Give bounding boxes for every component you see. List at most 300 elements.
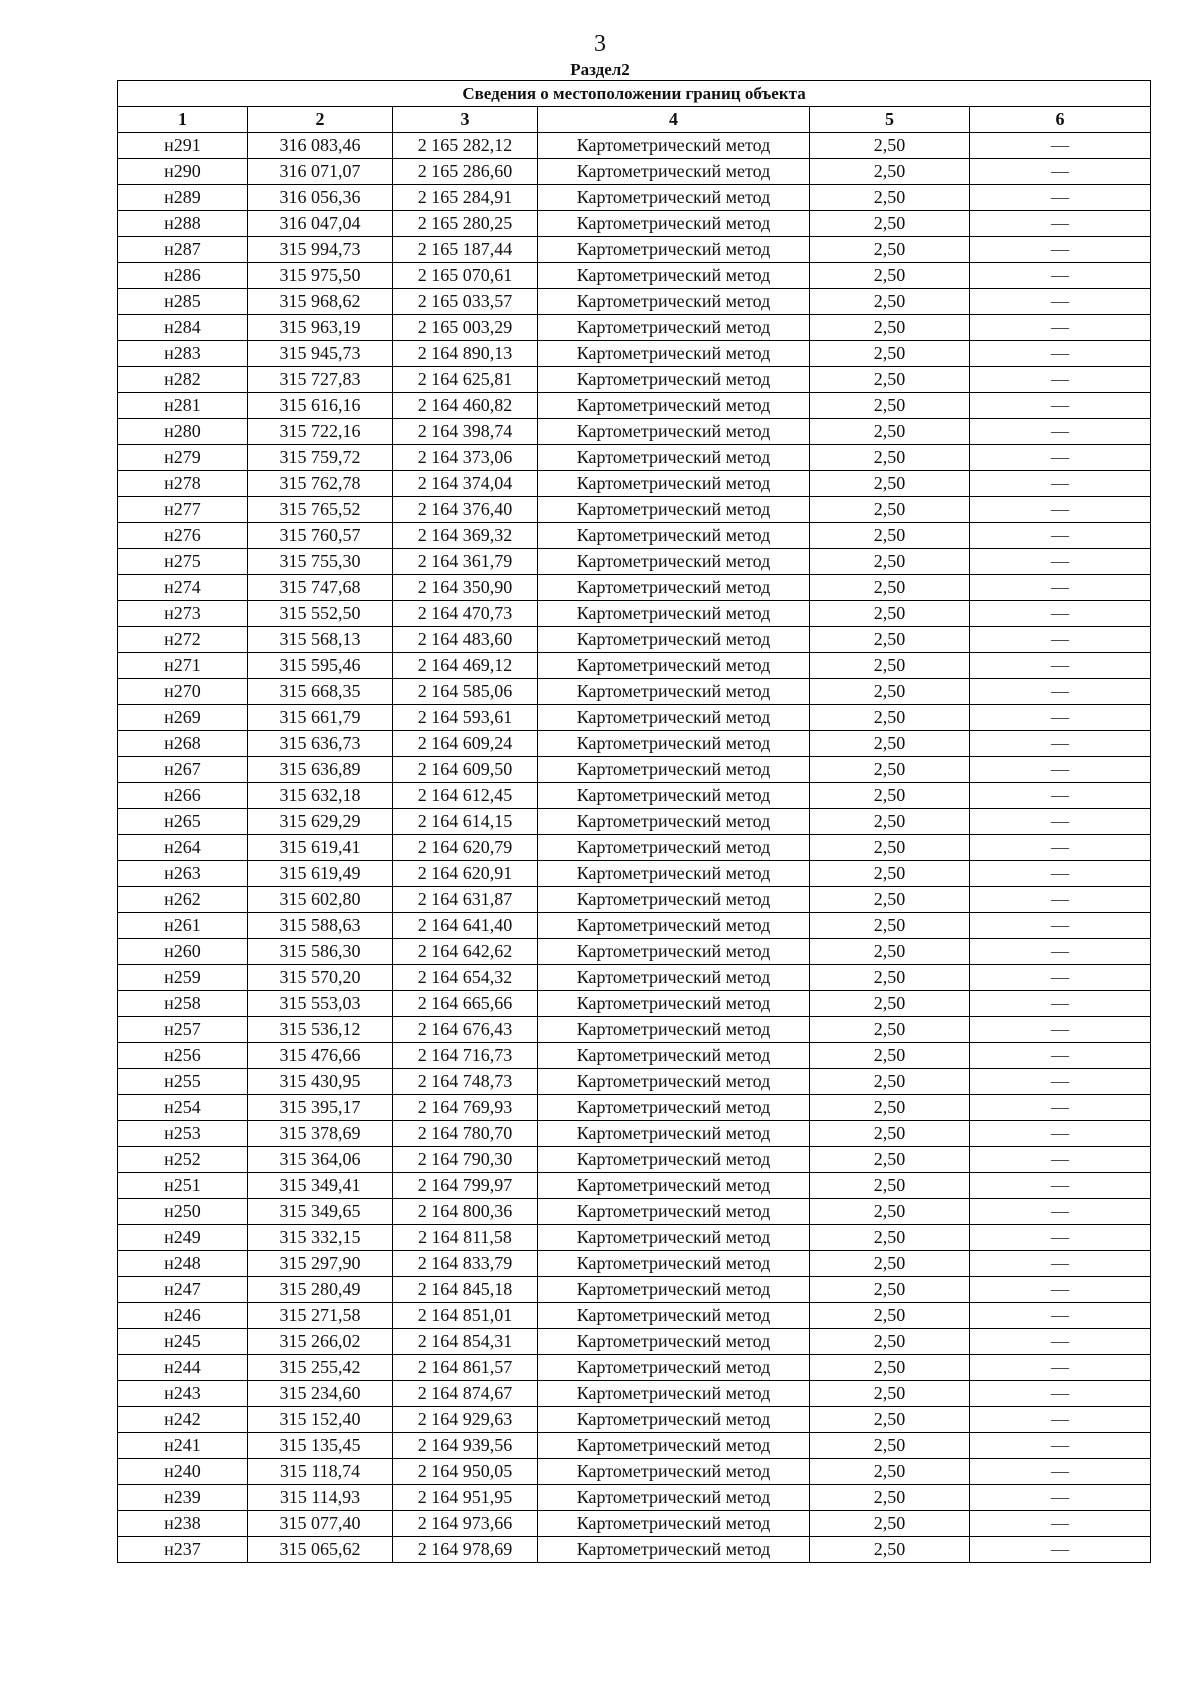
table-row bbox=[118, 471, 1151, 497]
x-coordinate-cell: 315 765,52 bbox=[248, 497, 393, 523]
x-coordinate-cell: 315 661,79 bbox=[248, 705, 393, 731]
table-row bbox=[118, 1407, 1151, 1433]
y-coordinate-cell: 2 164 748,73 bbox=[393, 1069, 538, 1095]
y-coordinate-cell: 2 164 811,58 bbox=[393, 1225, 538, 1251]
method-cell: Картометрический метод bbox=[538, 1147, 810, 1173]
table-row bbox=[118, 601, 1151, 627]
accuracy-cell: 2,50 bbox=[810, 1095, 970, 1121]
accuracy-cell: 2,50 bbox=[810, 289, 970, 315]
x-coordinate-cell: 315 077,40 bbox=[248, 1511, 393, 1537]
x-coordinate-cell: 315 570,20 bbox=[248, 965, 393, 991]
description-cell: — bbox=[970, 1329, 1151, 1355]
x-coordinate-cell: 315 152,40 bbox=[248, 1407, 393, 1433]
column-header: 4 bbox=[538, 107, 810, 133]
y-coordinate-cell: 2 164 609,50 bbox=[393, 757, 538, 783]
accuracy-cell: 2,50 bbox=[810, 679, 970, 705]
table-row bbox=[118, 1511, 1151, 1537]
x-coordinate-cell: 316 047,04 bbox=[248, 211, 393, 237]
description-cell: — bbox=[970, 991, 1151, 1017]
x-coordinate-cell: 315 364,06 bbox=[248, 1147, 393, 1173]
accuracy-cell: 2,50 bbox=[810, 1485, 970, 1511]
description-cell: — bbox=[970, 679, 1151, 705]
x-coordinate-cell: 315 994,73 bbox=[248, 237, 393, 263]
method-cell: Картометрический метод bbox=[538, 861, 810, 887]
method-cell: Картометрический метод bbox=[538, 1199, 810, 1225]
y-coordinate-cell: 2 164 939,56 bbox=[393, 1433, 538, 1459]
point-id-cell: н244 bbox=[118, 1355, 248, 1381]
accuracy-cell: 2,50 bbox=[810, 1537, 970, 1563]
x-coordinate-cell: 316 071,07 bbox=[248, 159, 393, 185]
table-row bbox=[118, 1121, 1151, 1147]
method-cell: Картометрический метод bbox=[538, 731, 810, 757]
x-coordinate-cell: 315 271,58 bbox=[248, 1303, 393, 1329]
description-cell: — bbox=[970, 783, 1151, 809]
method-cell: Картометрический метод bbox=[538, 367, 810, 393]
table-row bbox=[118, 653, 1151, 679]
description-cell: — bbox=[970, 1095, 1151, 1121]
point-id-cell: н289 bbox=[118, 185, 248, 211]
table-row bbox=[118, 393, 1151, 419]
method-cell: Картометрический метод bbox=[538, 1537, 810, 1563]
description-cell: — bbox=[970, 731, 1151, 757]
description-cell: — bbox=[970, 1069, 1151, 1095]
table-row bbox=[118, 835, 1151, 861]
y-coordinate-cell: 2 164 614,15 bbox=[393, 809, 538, 835]
y-coordinate-cell: 2 164 642,62 bbox=[393, 939, 538, 965]
table-row bbox=[118, 1147, 1151, 1173]
table-row bbox=[118, 549, 1151, 575]
method-cell: Картометрический метод bbox=[538, 939, 810, 965]
point-id-cell: н268 bbox=[118, 731, 248, 757]
column-header-row bbox=[118, 107, 1151, 133]
table-row bbox=[118, 159, 1151, 185]
table-row bbox=[118, 991, 1151, 1017]
table-row bbox=[118, 445, 1151, 471]
description-cell: — bbox=[970, 263, 1151, 289]
method-cell: Картометрический метод bbox=[538, 237, 810, 263]
x-coordinate-cell: 315 602,80 bbox=[248, 887, 393, 913]
table-row bbox=[118, 237, 1151, 263]
description-cell: — bbox=[970, 393, 1151, 419]
point-id-cell: н266 bbox=[118, 783, 248, 809]
x-coordinate-cell: 315 280,49 bbox=[248, 1277, 393, 1303]
x-coordinate-cell: 315 430,95 bbox=[248, 1069, 393, 1095]
point-id-cell: н283 bbox=[118, 341, 248, 367]
table-row bbox=[118, 783, 1151, 809]
y-coordinate-cell: 2 165 280,25 bbox=[393, 211, 538, 237]
x-coordinate-cell: 315 586,30 bbox=[248, 939, 393, 965]
description-cell: — bbox=[970, 1485, 1151, 1511]
method-cell: Картометрический метод bbox=[538, 679, 810, 705]
point-id-cell: н245 bbox=[118, 1329, 248, 1355]
description-cell: — bbox=[970, 367, 1151, 393]
x-coordinate-cell: 315 963,19 bbox=[248, 315, 393, 341]
y-coordinate-cell: 2 164 950,05 bbox=[393, 1459, 538, 1485]
method-cell: Картометрический метод bbox=[538, 523, 810, 549]
accuracy-cell: 2,50 bbox=[810, 1069, 970, 1095]
accuracy-cell: 2,50 bbox=[810, 1199, 970, 1225]
description-cell: — bbox=[970, 601, 1151, 627]
point-id-cell: н243 bbox=[118, 1381, 248, 1407]
description-cell: — bbox=[970, 1433, 1151, 1459]
accuracy-cell: 2,50 bbox=[810, 939, 970, 965]
description-cell: — bbox=[970, 1199, 1151, 1225]
y-coordinate-cell: 2 164 374,04 bbox=[393, 471, 538, 497]
x-coordinate-cell: 315 619,49 bbox=[248, 861, 393, 887]
table-caption: Сведения о местоположении границ объекта bbox=[118, 81, 1151, 107]
accuracy-cell: 2,50 bbox=[810, 211, 970, 237]
y-coordinate-cell: 2 164 620,79 bbox=[393, 835, 538, 861]
y-coordinate-cell: 2 164 716,73 bbox=[393, 1043, 538, 1069]
accuracy-cell: 2,50 bbox=[810, 913, 970, 939]
accuracy-cell: 2,50 bbox=[810, 575, 970, 601]
point-id-cell: н254 bbox=[118, 1095, 248, 1121]
point-id-cell: н259 bbox=[118, 965, 248, 991]
method-cell: Картометрический метод bbox=[538, 1251, 810, 1277]
table-row bbox=[118, 1017, 1151, 1043]
accuracy-cell: 2,50 bbox=[810, 1147, 970, 1173]
accuracy-cell: 2,50 bbox=[810, 1303, 970, 1329]
x-coordinate-cell: 315 595,46 bbox=[248, 653, 393, 679]
description-cell: — bbox=[970, 861, 1151, 887]
point-id-cell: н255 bbox=[118, 1069, 248, 1095]
accuracy-cell: 2,50 bbox=[810, 549, 970, 575]
x-coordinate-cell: 315 722,16 bbox=[248, 419, 393, 445]
accuracy-cell: 2,50 bbox=[810, 1043, 970, 1069]
x-coordinate-cell: 315 619,41 bbox=[248, 835, 393, 861]
description-cell: — bbox=[970, 211, 1151, 237]
x-coordinate-cell: 315 135,45 bbox=[248, 1433, 393, 1459]
y-coordinate-cell: 2 164 973,66 bbox=[393, 1511, 538, 1537]
method-cell: Картометрический метод bbox=[538, 835, 810, 861]
point-id-cell: н246 bbox=[118, 1303, 248, 1329]
method-cell: Картометрический метод bbox=[538, 1017, 810, 1043]
y-coordinate-cell: 2 164 631,87 bbox=[393, 887, 538, 913]
point-id-cell: н269 bbox=[118, 705, 248, 731]
method-cell: Картометрический метод bbox=[538, 1329, 810, 1355]
description-cell: — bbox=[970, 1017, 1151, 1043]
method-cell: Картометрический метод bbox=[538, 1225, 810, 1251]
y-coordinate-cell: 2 164 612,45 bbox=[393, 783, 538, 809]
point-id-cell: н256 bbox=[118, 1043, 248, 1069]
point-id-cell: н273 bbox=[118, 601, 248, 627]
y-coordinate-cell: 2 164 350,90 bbox=[393, 575, 538, 601]
point-id-cell: н280 bbox=[118, 419, 248, 445]
accuracy-cell: 2,50 bbox=[810, 133, 970, 159]
x-coordinate-cell: 315 395,17 bbox=[248, 1095, 393, 1121]
point-id-cell: н252 bbox=[118, 1147, 248, 1173]
table-row bbox=[118, 185, 1151, 211]
accuracy-cell: 2,50 bbox=[810, 965, 970, 991]
description-cell: — bbox=[970, 965, 1151, 991]
table-row bbox=[118, 731, 1151, 757]
table-row bbox=[118, 705, 1151, 731]
point-id-cell: н257 bbox=[118, 1017, 248, 1043]
accuracy-cell: 2,50 bbox=[810, 445, 970, 471]
method-cell: Картометрический метод bbox=[538, 419, 810, 445]
y-coordinate-cell: 2 164 978,69 bbox=[393, 1537, 538, 1563]
description-cell: — bbox=[970, 1459, 1151, 1485]
point-id-cell: н237 bbox=[118, 1537, 248, 1563]
accuracy-cell: 2,50 bbox=[810, 809, 970, 835]
point-id-cell: н279 bbox=[118, 445, 248, 471]
y-coordinate-cell: 2 164 369,32 bbox=[393, 523, 538, 549]
description-cell: — bbox=[970, 1303, 1151, 1329]
x-coordinate-cell: 315 945,73 bbox=[248, 341, 393, 367]
y-coordinate-cell: 2 164 780,70 bbox=[393, 1121, 538, 1147]
y-coordinate-cell: 2 165 286,60 bbox=[393, 159, 538, 185]
y-coordinate-cell: 2 165 282,12 bbox=[393, 133, 538, 159]
point-id-cell: н261 bbox=[118, 913, 248, 939]
description-cell: — bbox=[970, 237, 1151, 263]
table-row bbox=[118, 627, 1151, 653]
table-row bbox=[118, 1485, 1151, 1511]
description-cell: — bbox=[970, 1381, 1151, 1407]
y-coordinate-cell: 2 164 799,97 bbox=[393, 1173, 538, 1199]
point-id-cell: н286 bbox=[118, 263, 248, 289]
y-coordinate-cell: 2 164 641,40 bbox=[393, 913, 538, 939]
method-cell: Картометрический метод bbox=[538, 575, 810, 601]
accuracy-cell: 2,50 bbox=[810, 1381, 970, 1407]
description-cell: — bbox=[970, 523, 1151, 549]
x-coordinate-cell: 315 378,69 bbox=[248, 1121, 393, 1147]
method-cell: Картометрический метод bbox=[538, 289, 810, 315]
y-coordinate-cell: 2 164 833,79 bbox=[393, 1251, 538, 1277]
point-id-cell: н272 bbox=[118, 627, 248, 653]
point-id-cell: н265 bbox=[118, 809, 248, 835]
description-cell: — bbox=[970, 549, 1151, 575]
table-row bbox=[118, 1251, 1151, 1277]
y-coordinate-cell: 2 164 845,18 bbox=[393, 1277, 538, 1303]
accuracy-cell: 2,50 bbox=[810, 1355, 970, 1381]
accuracy-cell: 2,50 bbox=[810, 367, 970, 393]
point-id-cell: н241 bbox=[118, 1433, 248, 1459]
column-header: 2 bbox=[248, 107, 393, 133]
point-id-cell: н282 bbox=[118, 367, 248, 393]
table-row bbox=[118, 965, 1151, 991]
accuracy-cell: 2,50 bbox=[810, 1329, 970, 1355]
x-coordinate-cell: 315 266,02 bbox=[248, 1329, 393, 1355]
description-cell: — bbox=[970, 497, 1151, 523]
y-coordinate-cell: 2 164 470,73 bbox=[393, 601, 538, 627]
accuracy-cell: 2,50 bbox=[810, 627, 970, 653]
y-coordinate-cell: 2 164 861,57 bbox=[393, 1355, 538, 1381]
x-coordinate-cell: 315 760,57 bbox=[248, 523, 393, 549]
section-title: Раздел2 bbox=[570, 60, 630, 79]
table-row bbox=[118, 497, 1151, 523]
method-cell: Картометрический метод bbox=[538, 315, 810, 341]
x-coordinate-cell: 315 349,65 bbox=[248, 1199, 393, 1225]
accuracy-cell: 2,50 bbox=[810, 757, 970, 783]
accuracy-cell: 2,50 bbox=[810, 1173, 970, 1199]
description-cell: — bbox=[970, 1407, 1151, 1433]
accuracy-cell: 2,50 bbox=[810, 1459, 970, 1485]
table-row bbox=[118, 1537, 1151, 1563]
accuracy-cell: 2,50 bbox=[810, 263, 970, 289]
y-coordinate-cell: 2 164 951,95 bbox=[393, 1485, 538, 1511]
accuracy-cell: 2,50 bbox=[810, 835, 970, 861]
accuracy-cell: 2,50 bbox=[810, 705, 970, 731]
point-id-cell: н260 bbox=[118, 939, 248, 965]
point-id-cell: н271 bbox=[118, 653, 248, 679]
description-cell: — bbox=[970, 159, 1151, 185]
method-cell: Картометрический метод bbox=[538, 185, 810, 211]
y-coordinate-cell: 2 164 593,61 bbox=[393, 705, 538, 731]
x-coordinate-cell: 315 255,42 bbox=[248, 1355, 393, 1381]
point-id-cell: н270 bbox=[118, 679, 248, 705]
point-id-cell: н274 bbox=[118, 575, 248, 601]
y-coordinate-cell: 2 164 585,06 bbox=[393, 679, 538, 705]
description-cell: — bbox=[970, 913, 1151, 939]
point-id-cell: н288 bbox=[118, 211, 248, 237]
table-row bbox=[118, 341, 1151, 367]
point-id-cell: н258 bbox=[118, 991, 248, 1017]
y-coordinate-cell: 2 164 460,82 bbox=[393, 393, 538, 419]
x-coordinate-cell: 315 616,16 bbox=[248, 393, 393, 419]
table-row bbox=[118, 211, 1151, 237]
accuracy-cell: 2,50 bbox=[810, 1121, 970, 1147]
y-coordinate-cell: 2 164 890,13 bbox=[393, 341, 538, 367]
x-coordinate-cell: 315 759,72 bbox=[248, 445, 393, 471]
method-cell: Картометрический метод bbox=[538, 1433, 810, 1459]
x-coordinate-cell: 315 349,41 bbox=[248, 1173, 393, 1199]
point-id-cell: н240 bbox=[118, 1459, 248, 1485]
y-coordinate-cell: 2 164 665,66 bbox=[393, 991, 538, 1017]
point-id-cell: н276 bbox=[118, 523, 248, 549]
table-row bbox=[118, 679, 1151, 705]
accuracy-cell: 2,50 bbox=[810, 887, 970, 913]
x-coordinate-cell: 315 552,50 bbox=[248, 601, 393, 627]
method-cell: Картометрический метод bbox=[538, 965, 810, 991]
point-id-cell: н275 bbox=[118, 549, 248, 575]
accuracy-cell: 2,50 bbox=[810, 783, 970, 809]
x-coordinate-cell: 315 727,83 bbox=[248, 367, 393, 393]
method-cell: Картометрический метод bbox=[538, 445, 810, 471]
y-coordinate-cell: 2 164 874,67 bbox=[393, 1381, 538, 1407]
table-row bbox=[118, 1043, 1151, 1069]
table-row bbox=[118, 809, 1151, 835]
point-id-cell: н285 bbox=[118, 289, 248, 315]
accuracy-cell: 2,50 bbox=[810, 1277, 970, 1303]
point-id-cell: н251 bbox=[118, 1173, 248, 1199]
x-coordinate-cell: 315 536,12 bbox=[248, 1017, 393, 1043]
method-cell: Картометрический метод bbox=[538, 809, 810, 835]
method-cell: Картометрический метод bbox=[538, 1277, 810, 1303]
table-body bbox=[118, 133, 1151, 1563]
accuracy-cell: 2,50 bbox=[810, 237, 970, 263]
method-cell: Картометрический метод bbox=[538, 757, 810, 783]
x-coordinate-cell: 315 065,62 bbox=[248, 1537, 393, 1563]
y-coordinate-cell: 2 164 851,01 bbox=[393, 1303, 538, 1329]
description-cell: — bbox=[970, 1121, 1151, 1147]
point-id-cell: н278 bbox=[118, 471, 248, 497]
method-cell: Картометрический метод bbox=[538, 1173, 810, 1199]
y-coordinate-cell: 2 164 609,24 bbox=[393, 731, 538, 757]
x-coordinate-cell: 315 332,15 bbox=[248, 1225, 393, 1251]
method-cell: Картометрический метод bbox=[538, 705, 810, 731]
method-cell: Картометрический метод bbox=[538, 1355, 810, 1381]
point-id-cell: н262 bbox=[118, 887, 248, 913]
y-coordinate-cell: 2 165 003,29 bbox=[393, 315, 538, 341]
accuracy-cell: 2,50 bbox=[810, 159, 970, 185]
table-row bbox=[118, 419, 1151, 445]
point-id-cell: н250 bbox=[118, 1199, 248, 1225]
description-cell: — bbox=[970, 1173, 1151, 1199]
method-cell: Картометрический метод bbox=[538, 393, 810, 419]
method-cell: Картометрический метод bbox=[538, 471, 810, 497]
table-row bbox=[118, 1069, 1151, 1095]
description-cell: — bbox=[970, 1277, 1151, 1303]
method-cell: Картометрический метод bbox=[538, 341, 810, 367]
accuracy-cell: 2,50 bbox=[810, 1251, 970, 1277]
point-id-cell: н249 bbox=[118, 1225, 248, 1251]
x-coordinate-cell: 315 762,78 bbox=[248, 471, 393, 497]
method-cell: Картометрический метод bbox=[538, 1043, 810, 1069]
description-cell: — bbox=[970, 757, 1151, 783]
x-coordinate-cell: 316 083,46 bbox=[248, 133, 393, 159]
description-cell: — bbox=[970, 575, 1151, 601]
description-cell: — bbox=[970, 1355, 1151, 1381]
boundary-coordinates-table bbox=[117, 80, 1151, 1563]
table-row bbox=[118, 757, 1151, 783]
table-row bbox=[118, 1225, 1151, 1251]
x-coordinate-cell: 315 975,50 bbox=[248, 263, 393, 289]
method-cell: Картометрический метод bbox=[538, 1407, 810, 1433]
method-cell: Картометрический метод bbox=[538, 991, 810, 1017]
point-id-cell: н247 bbox=[118, 1277, 248, 1303]
accuracy-cell: 2,50 bbox=[810, 1017, 970, 1043]
x-coordinate-cell: 315 755,30 bbox=[248, 549, 393, 575]
accuracy-cell: 2,50 bbox=[810, 601, 970, 627]
accuracy-cell: 2,50 bbox=[810, 497, 970, 523]
description-cell: — bbox=[970, 341, 1151, 367]
y-coordinate-cell: 2 164 769,93 bbox=[393, 1095, 538, 1121]
accuracy-cell: 2,50 bbox=[810, 861, 970, 887]
description-cell: — bbox=[970, 315, 1151, 341]
description-cell: — bbox=[970, 809, 1151, 835]
x-coordinate-cell: 315 568,13 bbox=[248, 627, 393, 653]
method-cell: Картометрический метод bbox=[538, 549, 810, 575]
method-cell: Картометрический метод bbox=[538, 263, 810, 289]
method-cell: Картометрический метод bbox=[538, 1485, 810, 1511]
description-cell: — bbox=[970, 1511, 1151, 1537]
column-header: 6 bbox=[970, 107, 1151, 133]
y-coordinate-cell: 2 164 469,12 bbox=[393, 653, 538, 679]
y-coordinate-cell: 2 164 676,43 bbox=[393, 1017, 538, 1043]
description-cell: — bbox=[970, 939, 1151, 965]
x-coordinate-cell: 315 632,18 bbox=[248, 783, 393, 809]
description-cell: — bbox=[970, 1225, 1151, 1251]
method-cell: Картометрический метод bbox=[538, 601, 810, 627]
accuracy-cell: 2,50 bbox=[810, 185, 970, 211]
accuracy-cell: 2,50 bbox=[810, 731, 970, 757]
method-cell: Картометрический метод bbox=[538, 497, 810, 523]
x-coordinate-cell: 315 629,29 bbox=[248, 809, 393, 835]
y-coordinate-cell: 2 165 070,61 bbox=[393, 263, 538, 289]
x-coordinate-cell: 315 297,90 bbox=[248, 1251, 393, 1277]
y-coordinate-cell: 2 164 929,63 bbox=[393, 1407, 538, 1433]
point-id-cell: н281 bbox=[118, 393, 248, 419]
y-coordinate-cell: 2 164 854,31 bbox=[393, 1329, 538, 1355]
column-header: 1 bbox=[118, 107, 248, 133]
table-row bbox=[118, 1381, 1151, 1407]
accuracy-cell: 2,50 bbox=[810, 1225, 970, 1251]
method-cell: Картометрический метод bbox=[538, 1459, 810, 1485]
table-row bbox=[118, 887, 1151, 913]
y-coordinate-cell: 2 165 187,44 bbox=[393, 237, 538, 263]
table-row bbox=[118, 1303, 1151, 1329]
y-coordinate-cell: 2 164 361,79 bbox=[393, 549, 538, 575]
